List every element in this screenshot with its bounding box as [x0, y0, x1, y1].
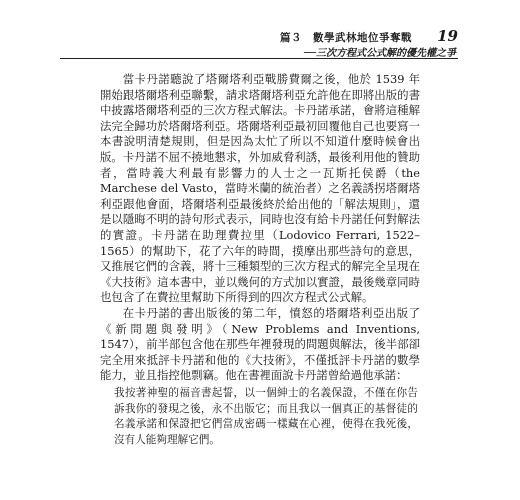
paragraph: 當卡丹諾聽說了塔爾塔利亞戰勝費爾之後，他於 1539 年開始跟塔爾塔利亞聯繫，請求塔爾塔利亞允許他在即將出版的書中披露塔爾塔利亞的三次方程式解法。卡丹諾承諾，會將這種解法完全歸功於塔爾塔利亞。塔爾塔利亞最初回覆他自己也要寫一本書說明清楚規則，但是因為太忙了所以不知道什麼時候會出版。卡丹諾不屈不撓地懇求，外加威脅利誘，最後利用他的贊助者，當時義大利最有影響力的人士之一瓦斯托侯爵（the Marchese del Vasto，當時米蘭的統治者）之名義誘拐塔爾塔利亞跟他會面，塔爾塔利亞最後終於給出他的「解法規則」，還是以隱晦不明的詩句形式表示，同時也沒有給卡丹諾任何對解法的實證。卡丹諾在助理費拉里（Lodovico Ferrari, 1522–1565）的幫助下，花了六年的時間，摸摩出那些詩句的意思，又推展它們的含義，將十三種類型的三次方程式的解完全呈現在《大技術》這本書中，並以幾何的方式加以實證，最後幾章同時也包含了在費拉里幫助下所得到的四次方程式公式解。 — [100, 72, 420, 305]
running-header — [60, 27, 458, 60]
chapter-title: 篇３ 數學武林地位爭奪戰 — [280, 32, 412, 44]
block-quote: 我按著神聖的福音書起誓，以一個紳士的名義保證，不僅在你告訴我你的發現之後，永不出版它；而且我以一個真正的基督徒的名義承諾和保證把它們當成密碼一樣藏在心裡，使得在我死後，沒有人能夠理解它們。 — [114, 386, 418, 447]
page-body — [100, 72, 420, 449]
chapter-subtitle: ──三次方程式公式解的優先權之爭 — [303, 48, 456, 59]
page-number: 19 — [437, 27, 458, 45]
header-rule — [60, 58, 458, 59]
paragraph: 在卡丹諾的書出版後的第二年，憤怒的塔爾塔利亞出版了《新問題與發明》（New Problems and Inventions, 1547），前半部包含他在那些年裡發現的問題與解法，後半部卻完全用來抵評卡丹諾和他的《大技術》，不僅抵評卡丹諾的數學能力，並且指控他剽竊。他在書裡面說卡丹諾曾給過他承諾： — [100, 305, 420, 383]
